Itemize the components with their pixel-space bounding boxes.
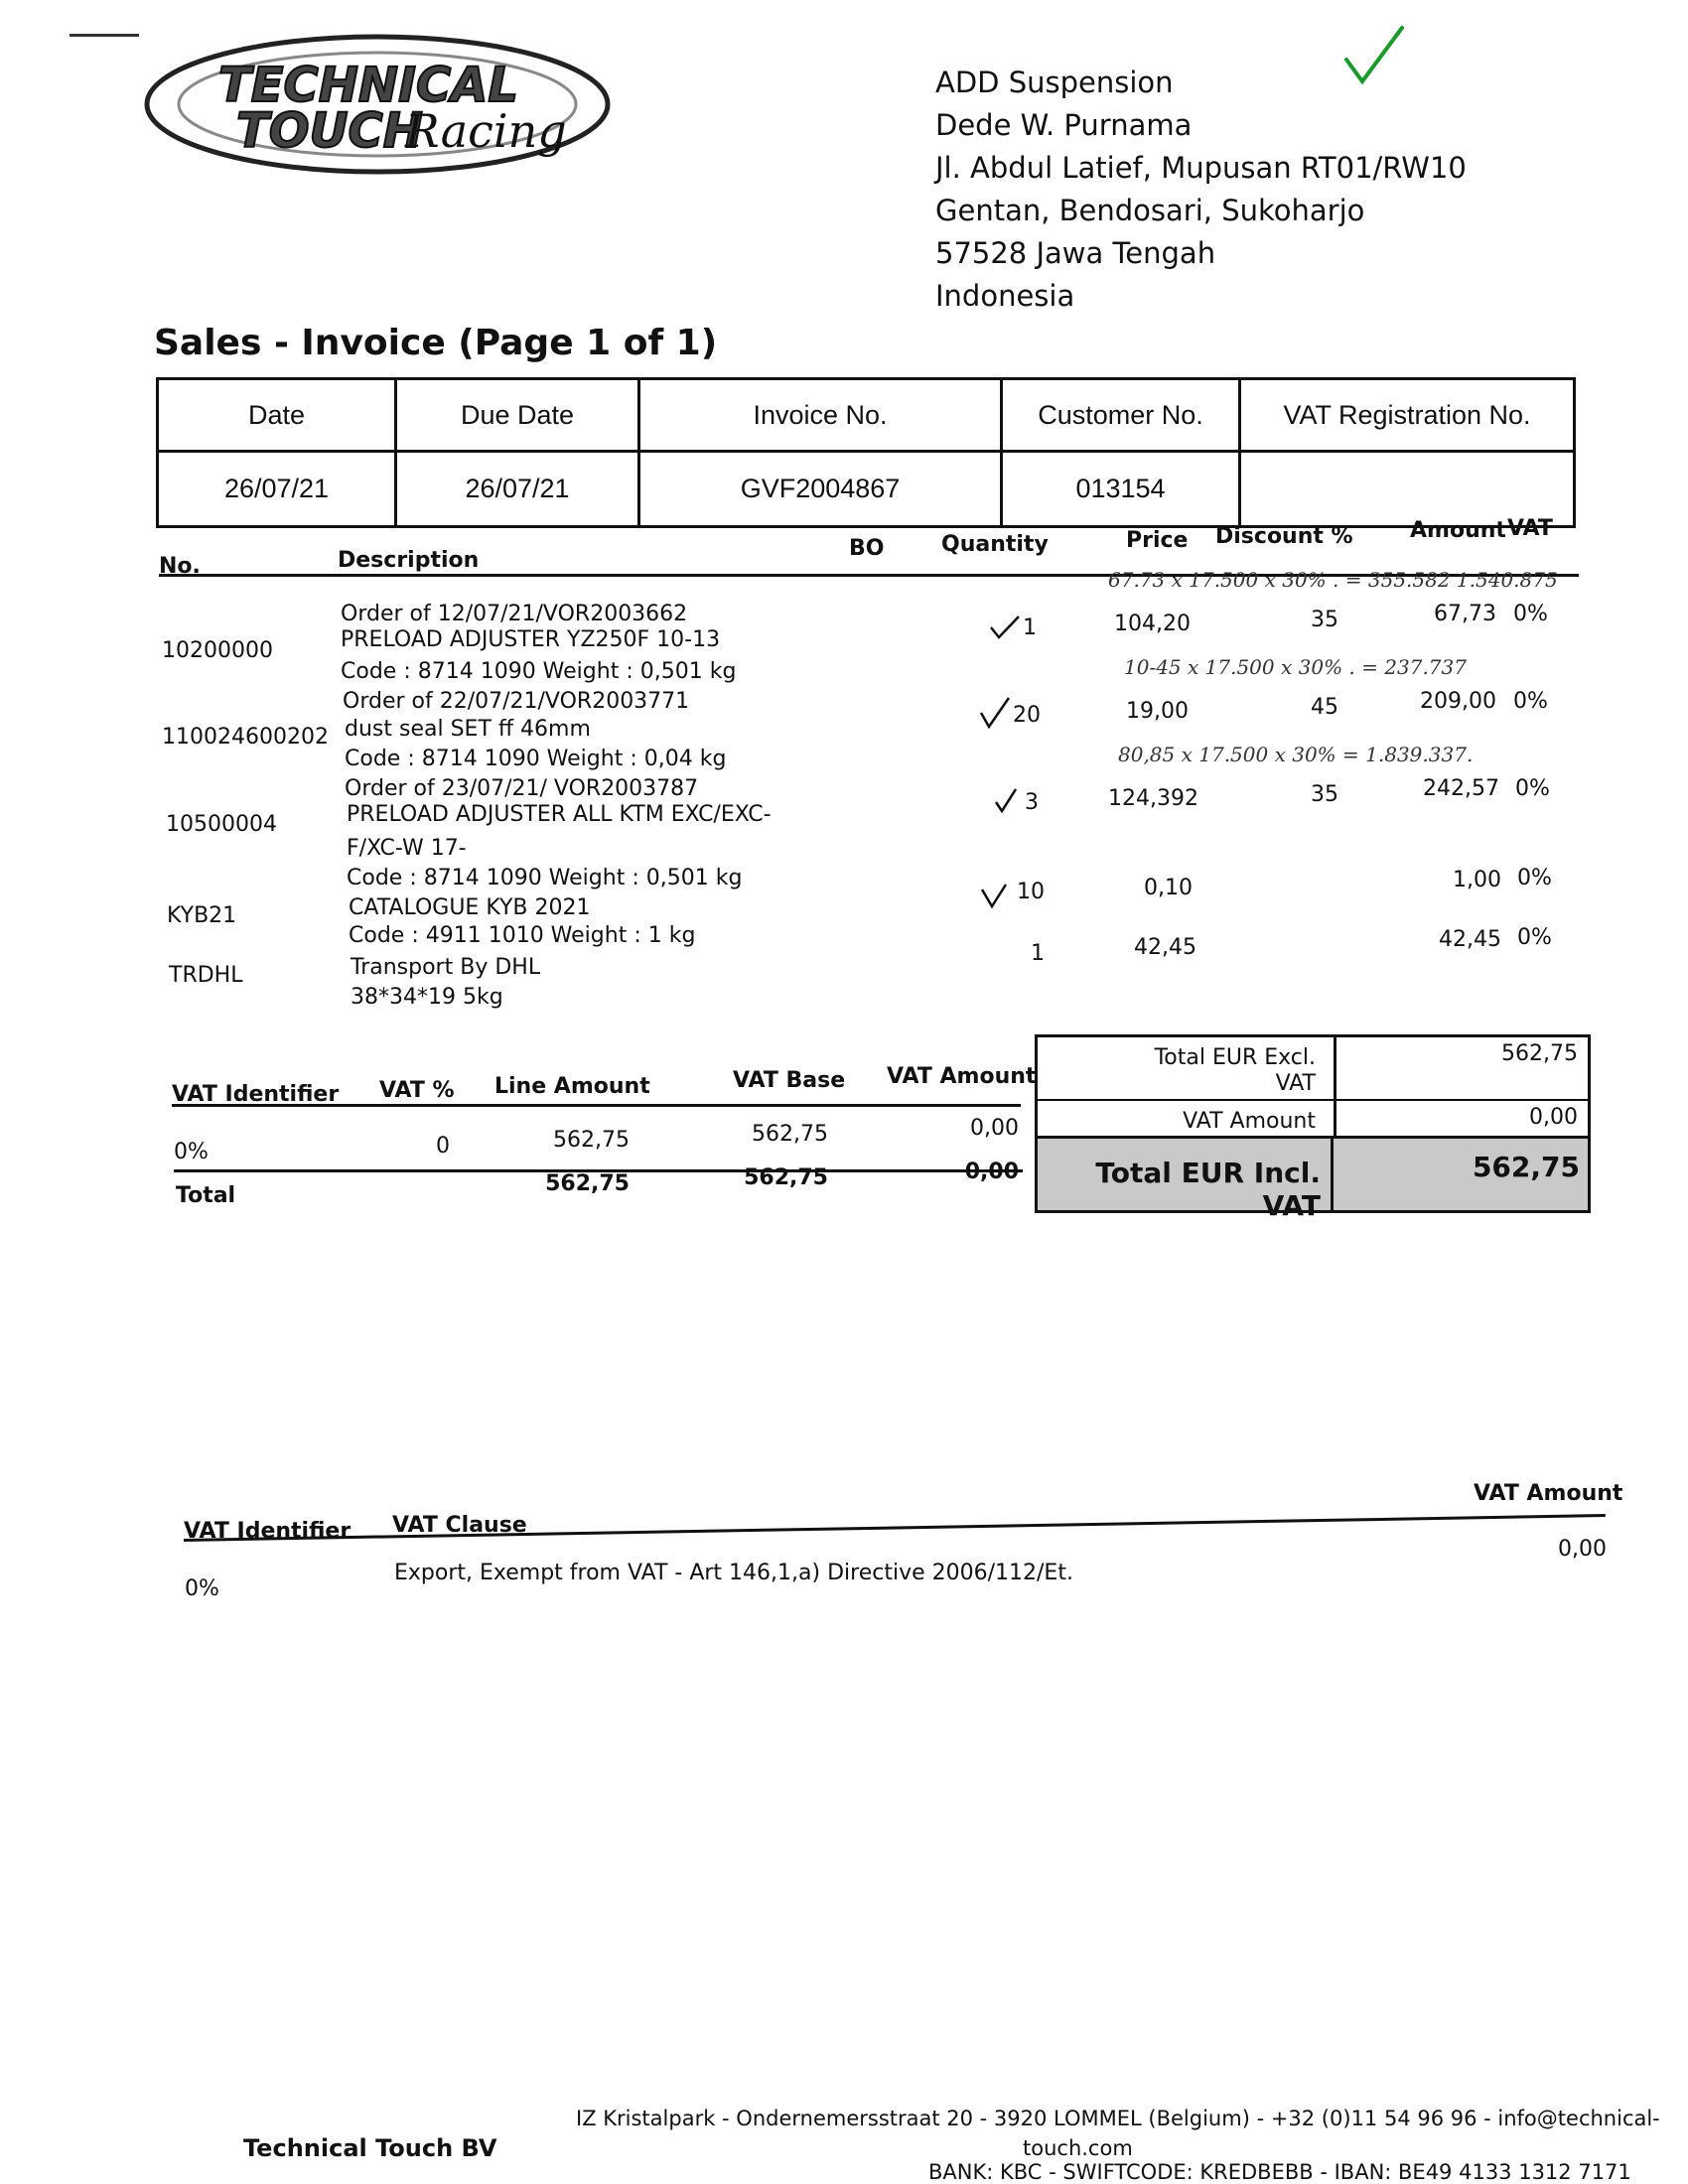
footer-address-line2: touch.com xyxy=(1023,2136,1133,2160)
line-no: TRDHL xyxy=(169,963,243,988)
invoice-no-value: GVF2004867 xyxy=(640,450,1003,525)
line-no: KYB21 xyxy=(167,903,237,928)
col-no: No. xyxy=(159,554,201,579)
line-price: 0,10 xyxy=(1144,876,1193,900)
line-code: Code : 8714 1090 Weight : 0,04 kg xyxy=(345,747,727,771)
line-amount-label: Line Amount xyxy=(494,1074,650,1099)
recipient-address xyxy=(935,62,1467,318)
line-description: PRELOAD ADJUSTER YZ250F 10-13 xyxy=(341,627,721,652)
line-description: dust seal SET ff 46mm xyxy=(345,717,591,742)
total-excl-label-line1: Total EUR Excl. xyxy=(1154,1045,1316,1070)
line-no: 110024600202 xyxy=(162,725,329,750)
total-incl-label: Total EUR Incl. VAT xyxy=(1095,1157,1321,1222)
line-quantity: 3 xyxy=(1025,790,1039,815)
line-price: 19,00 xyxy=(1126,699,1189,724)
line-amount: 42,45 xyxy=(1439,927,1501,952)
vat-base-label: VAT Base xyxy=(733,1068,846,1093)
vat-amount-label: VAT Amount xyxy=(887,1064,1037,1089)
vat-identifier-label: VAT Identifier xyxy=(172,1082,340,1107)
col-bo: BO xyxy=(849,536,885,561)
green-check-icon xyxy=(1340,20,1410,89)
company-logo xyxy=(139,30,616,179)
line-description-cont: F/XC-W 17- xyxy=(347,836,467,861)
vat-amount-value: 0,00 xyxy=(1334,1099,1588,1141)
due-date-value: 26/07/21 xyxy=(397,450,640,525)
line-quantity: 1 xyxy=(1023,615,1037,640)
page-title: Sales - Invoice (Page 1 of 1) xyxy=(154,323,718,363)
line-discount: 35 xyxy=(1311,608,1338,632)
line-vat: 0% xyxy=(1517,925,1552,950)
line-amount: 209,00 xyxy=(1420,689,1496,714)
line-price: 42,45 xyxy=(1134,935,1196,960)
line-quantity: 1 xyxy=(1031,941,1045,966)
address-line: Gentan, Bendosari, Sukoharjo xyxy=(935,194,1365,227)
line-discount: 35 xyxy=(1311,782,1338,807)
total-incl-value: 562,75 xyxy=(1472,1151,1580,1183)
address-line: ADD Suspension xyxy=(935,66,1174,99)
date-label: Date xyxy=(159,380,397,450)
handwritten-note: 80,85 x 17.500 x 30% = 1.839.337. xyxy=(1118,743,1474,766)
total-incl-row xyxy=(1038,1136,1588,1222)
address-line: 57528 Jawa Tengah xyxy=(935,236,1216,270)
clause-row-amount: 0,00 xyxy=(1558,1537,1607,1562)
line-no: 10200000 xyxy=(162,638,273,663)
vat-total-amount: 0,00 xyxy=(964,1160,1019,1184)
date-value: 26/07/21 xyxy=(159,450,397,525)
line-price: 124,392 xyxy=(1108,786,1198,811)
logo-line1: TECHNICAL xyxy=(218,58,518,113)
line-vat: 0% xyxy=(1515,776,1550,801)
line-order: Order of 22/07/21/VOR2003771 xyxy=(343,689,690,714)
line-description: Transport By DHL xyxy=(351,955,541,980)
line-quantity: 20 xyxy=(1013,703,1041,728)
invoice-no-label: Invoice No. xyxy=(640,380,1003,450)
line-amount: 67,73 xyxy=(1434,602,1496,626)
vat-clause-label: VAT Clause xyxy=(392,1513,527,1538)
vat-pct-label: VAT % xyxy=(379,1078,455,1103)
line-amount: 242,57 xyxy=(1423,776,1499,801)
line-price: 104,20 xyxy=(1114,612,1191,636)
col-discount: Discount % xyxy=(1215,524,1353,549)
line-description: PRELOAD ADJUSTER ALL KTM EXC/EXC- xyxy=(347,802,772,827)
vat-registration-label: VAT Registration No. xyxy=(1283,399,1531,430)
col-vat: VAT xyxy=(1507,516,1553,541)
check-mark-icon xyxy=(979,882,1009,909)
total-excl-label xyxy=(1038,1045,1334,1097)
total-excl-value: 562,75 xyxy=(1334,1037,1588,1099)
line-code: Code : 4911 1010 Weight : 1 kg xyxy=(349,923,696,948)
vat-row-base: 562,75 xyxy=(752,1122,828,1147)
address-line: Dede W. Purnama xyxy=(935,108,1193,142)
line-description: CATALOGUE KYB 2021 xyxy=(349,895,591,920)
line-quantity: 10 xyxy=(1017,880,1045,904)
line-code: Code : 8714 1090 Weight : 0,501 kg xyxy=(347,866,743,890)
check-mark-icon xyxy=(978,695,1012,731)
invoice-header-grid xyxy=(156,377,1576,528)
col-price: Price xyxy=(1126,528,1189,553)
check-mark-icon xyxy=(993,786,1019,814)
vat-row-pct: 0 xyxy=(436,1134,450,1159)
check-mark-icon xyxy=(988,614,1022,641)
line-code: Code : 8714 1090 Weight : 0,501 kg xyxy=(341,659,737,684)
vat-total-base: 562,75 xyxy=(744,1165,828,1190)
col-description: Description xyxy=(338,548,480,573)
footer-company-name: Technical Touch BV xyxy=(243,2134,497,2162)
clause-row-text: Export, Exempt from VAT - Art 146,1,a) Directive 2006/112/Et. xyxy=(394,1561,1073,1585)
address-line: Indonesia xyxy=(935,279,1075,313)
clause-row-identifier: 0% xyxy=(185,1576,219,1601)
col-amount: Amount xyxy=(1410,518,1506,543)
vat-amount-label: VAT Amount xyxy=(1183,1109,1316,1134)
line-vat: 0% xyxy=(1513,602,1548,626)
handwritten-note: 67.73 x 17.500 x 30% . = 355.582 1.540.875 xyxy=(1108,568,1558,592)
line-discount: 45 xyxy=(1311,695,1338,720)
footer-bank-line: BANK: KBC - SWIFTCODE: KREDBEBB - IBAN: BE49 4133 1312 7171 xyxy=(928,2160,1631,2184)
clause-vat-amount-label: VAT Amount xyxy=(1474,1481,1623,1506)
vat-row-line-amount: 562,75 xyxy=(553,1128,630,1153)
total-excl-label-line2: VAT xyxy=(1275,1071,1316,1096)
line-vat: 0% xyxy=(1513,689,1548,714)
vat-total-line-amount: 562,75 xyxy=(545,1171,630,1196)
due-date-label: Due Date xyxy=(397,380,640,450)
logo-line2: TOUCH xyxy=(236,103,423,159)
scan-mark xyxy=(70,34,139,37)
vat-registration-value xyxy=(1241,450,1573,525)
customer-no-label: Customer No. xyxy=(1003,380,1241,450)
line-description-cont: 38*34*19 5kg xyxy=(351,985,503,1010)
clause-vat-identifier-label: VAT Identifier xyxy=(184,1519,352,1544)
line-no: 10500004 xyxy=(166,812,277,837)
handwritten-note: 10-45 x 17.500 x 30% . = 237.737 xyxy=(1124,655,1467,679)
totals-box xyxy=(1035,1034,1591,1222)
vat-row-amount: 0,00 xyxy=(970,1116,1019,1141)
logo-script: Racing xyxy=(405,104,567,158)
customer-no-value: 013154 xyxy=(1003,450,1241,525)
line-amount: 1,00 xyxy=(1453,868,1501,892)
col-quantity: Quantity xyxy=(941,532,1049,557)
address-line: Jl. Abdul Latief, Mupusan RT01/RW10 xyxy=(935,151,1467,185)
vat-row-identifier: 0% xyxy=(174,1140,209,1164)
vat-summary-rule xyxy=(172,1104,1021,1107)
vat-total-label: Total xyxy=(176,1183,236,1208)
line-vat: 0% xyxy=(1517,866,1552,890)
line-order: Order of 23/07/21/ VOR2003787 xyxy=(345,776,699,801)
line-order: Order of 12/07/21/VOR2003662 xyxy=(341,602,688,626)
footer-address-line1: IZ Kristalpark - Ondernemersstraat 20 - 3920 LOMMEL (Belgium) - +32 (0)11 54 96 96 - info@technical- xyxy=(576,2107,1660,2130)
